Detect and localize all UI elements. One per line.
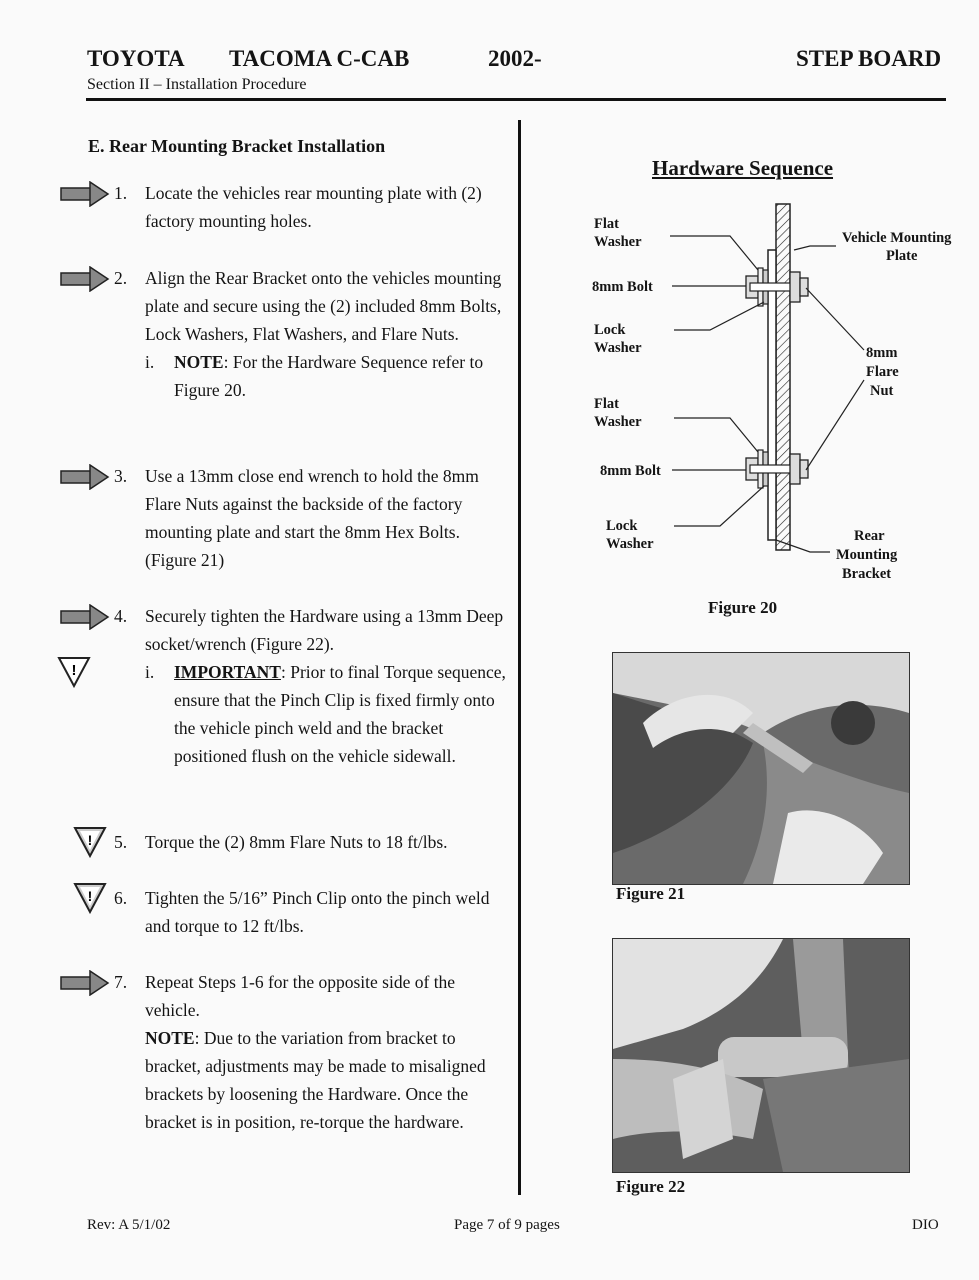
label-flat-washer-2: Washer xyxy=(594,414,642,430)
figure20-title: Hardware Sequence xyxy=(652,156,834,180)
step-text: Torque the (2) 8mm Flare Nuts to 18 ft/lbs. xyxy=(145,832,448,852)
step-text: Securely tighten the Hardware using a 13mm Deep socket/wrench (Figure 22). xyxy=(145,606,504,654)
label-lock-washer-1: Washer xyxy=(594,340,642,356)
svg-text:!: ! xyxy=(87,832,93,848)
step-number: 1. xyxy=(114,183,128,203)
arrow-icon xyxy=(60,970,110,996)
label-flare-nut: Nut xyxy=(870,383,894,399)
torque-warning-icon xyxy=(73,881,107,915)
torque-warning-icon xyxy=(73,825,107,859)
note-label: NOTE xyxy=(145,1028,195,1048)
figure22-photo xyxy=(612,938,910,1173)
step-1 xyxy=(86,179,506,235)
arrow-icon xyxy=(60,266,110,292)
step-5 xyxy=(86,828,506,856)
figure20-caption: Figure 20 xyxy=(708,598,778,617)
note-text: : Due to the variation from bracket to bracket, adjustments may be made to misaligned brackets by loosening the Hardware. Once the bracket is in position, re-torque the hardware. xyxy=(145,1028,486,1132)
step-text: Repeat Steps 1-6 for the opposite side of the vehicle. xyxy=(145,972,456,1020)
step-number: 3. xyxy=(114,466,128,486)
step-6 xyxy=(86,884,506,940)
step-note xyxy=(145,1024,506,1136)
step-number: 6. xyxy=(114,888,128,908)
label-lock-washer-1: Lock xyxy=(594,322,626,338)
header-year: 2002- xyxy=(488,46,542,71)
step-4 xyxy=(71,602,506,770)
header-section: Section II – Installation Procedure xyxy=(87,76,307,93)
label-bolt-2: 8mm Bolt xyxy=(600,463,661,479)
footer-brand: DIO xyxy=(912,1217,939,1233)
label-bolt-1: 8mm Bolt xyxy=(592,279,653,295)
step-number: 4. xyxy=(114,606,128,626)
label-flare-nut: 8mm xyxy=(866,345,898,361)
label-flat-washer-1: Flat xyxy=(594,216,619,232)
arrow-icon xyxy=(60,464,110,490)
label-flat-washer-1: Washer xyxy=(594,234,642,250)
label-rear-mounting-bracket: Bracket xyxy=(842,566,892,582)
note-label: NOTE xyxy=(174,352,224,372)
label-vehicle-mounting-plate: Vehicle Mounting xyxy=(842,230,952,246)
label-flat-washer-2: Flat xyxy=(594,396,619,412)
step-number: 7. xyxy=(114,972,128,992)
header-product: STEP BOARD xyxy=(796,46,942,71)
header-rule xyxy=(86,98,946,101)
step-note xyxy=(145,348,506,404)
label-lock-washer-2: Washer xyxy=(606,536,654,552)
hardware-sequence-diagram xyxy=(580,190,970,600)
rear-mounting-bracket xyxy=(768,250,776,540)
step-text: Use a 13mm close end wrench to hold the 8mm Flare Nuts against the backside of the factory mounting plate and start the 8mm Hex Bolts. (Figure 21) xyxy=(145,466,479,570)
column-divider xyxy=(518,120,521,1195)
label-flare-nut: Flare xyxy=(866,364,899,380)
label-lock-washer-2: Lock xyxy=(606,518,638,534)
step-important xyxy=(71,658,506,770)
label-vehicle-mounting-plate: Plate xyxy=(886,248,918,264)
important-number: i. xyxy=(145,662,155,682)
step-number: 5. xyxy=(114,832,128,852)
figure22-caption: Figure 22 xyxy=(616,1177,686,1196)
arrow-icon xyxy=(60,604,110,630)
figure21-caption: Figure 21 xyxy=(616,884,686,903)
footer-page-number: Page 7 of 9 pages xyxy=(454,1217,560,1233)
svg-text:!: ! xyxy=(87,888,93,904)
step-7 xyxy=(86,968,506,1136)
figure21-photo xyxy=(612,652,910,885)
svg-text:!: ! xyxy=(71,662,77,679)
vehicle-mounting-plate xyxy=(776,204,790,550)
step-text: Tighten the 5/16” Pinch Clip onto the pinch weld and torque to 12 ft/lbs. xyxy=(145,888,490,936)
step-number: 2. xyxy=(114,268,128,288)
footer-revision: Rev: A 5/1/02 xyxy=(87,1217,171,1233)
step-text: Locate the vehicles rear mounting plate with (2) factory mounting holes. xyxy=(145,183,482,231)
label-rear-mounting-bracket: Rear xyxy=(854,528,885,544)
step-text: Align the Rear Bracket onto the vehicles mounting plate and secure using the (2) included 8mm Bolts, Lock Washers, Flat Washers, and Flare Nuts. xyxy=(145,268,502,344)
important-label: IMPORTANT xyxy=(174,662,281,682)
label-rear-mounting-bracket: Mounting xyxy=(836,547,898,563)
note-text: : For the Hardware Sequence refer to Figure 20. xyxy=(174,352,484,400)
section-title: E. Rear Mounting Bracket Installation xyxy=(88,136,386,156)
important-text: : Prior to final Torque sequence, ensure that the Pinch Clip is fixed firmly onto the vehicle pinch weld and the bracket positioned flush on the vehicle sidewall. xyxy=(174,662,506,766)
step-3 xyxy=(86,462,506,574)
arrow-icon xyxy=(60,181,110,207)
note-number: i. xyxy=(145,352,155,372)
header-make: TOYOTA xyxy=(87,46,185,71)
step-2 xyxy=(86,264,506,404)
header-model: TACOMA C-CAB xyxy=(229,46,410,71)
warning-icon xyxy=(57,656,91,688)
